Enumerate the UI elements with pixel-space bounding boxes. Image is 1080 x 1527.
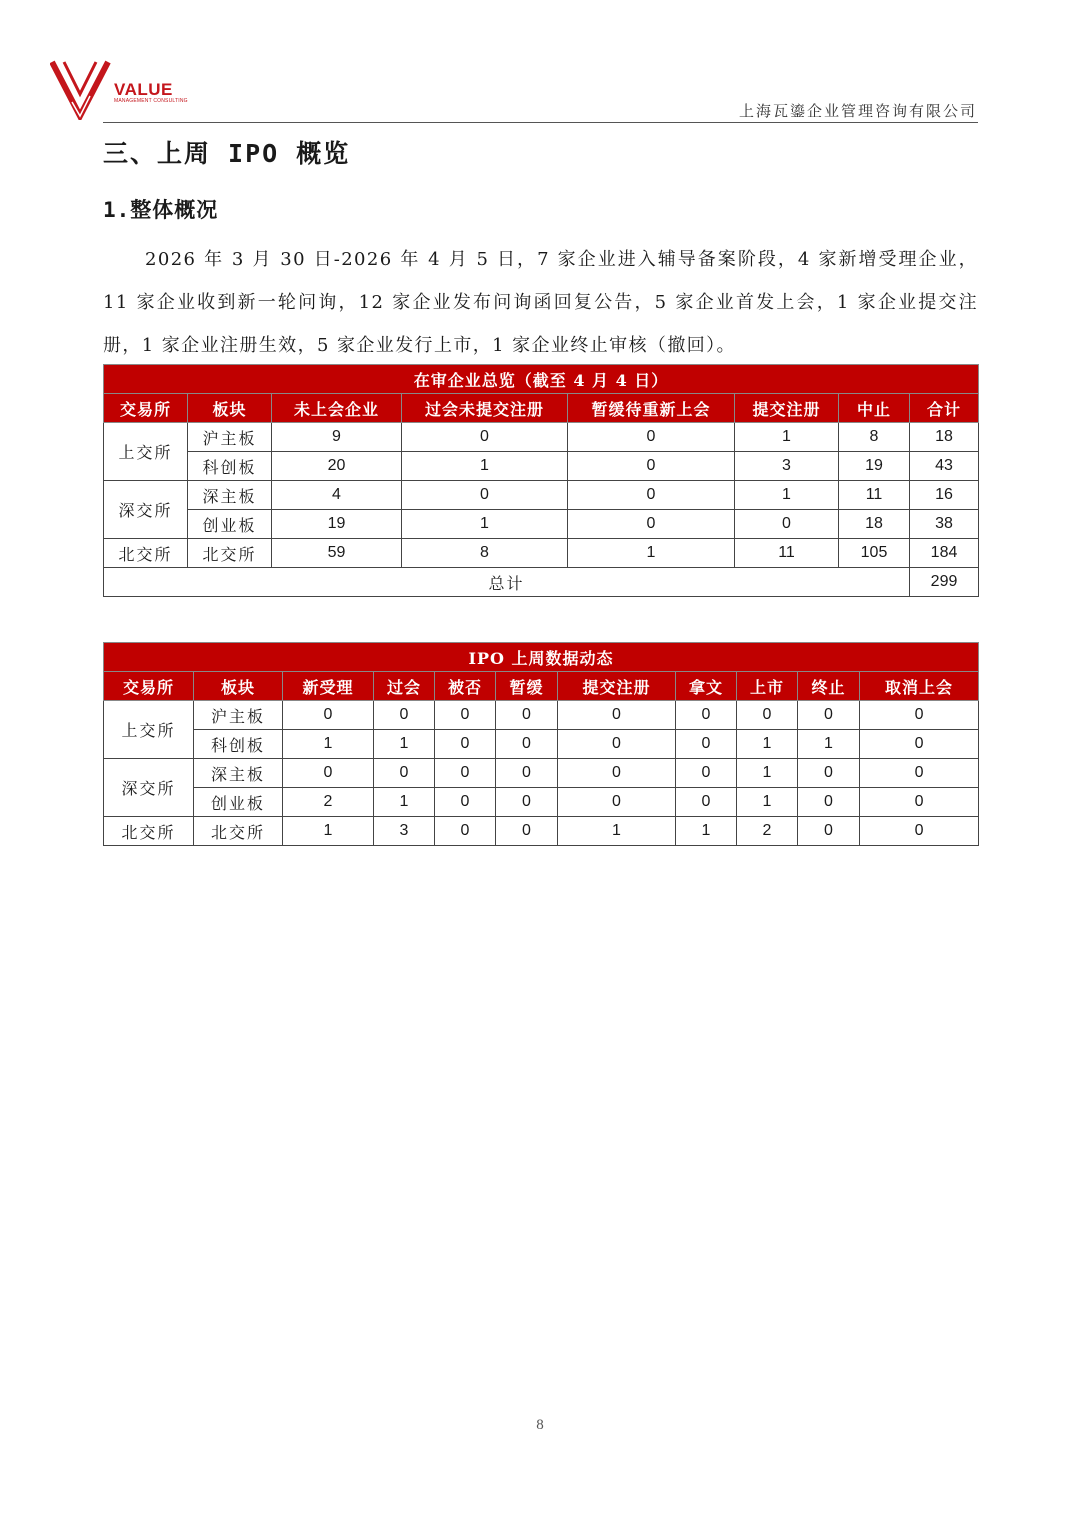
- value-cell: 9: [272, 423, 402, 452]
- column-header: 过会未提交注册: [402, 394, 568, 423]
- value-cell: 8: [402, 539, 568, 568]
- table-header-row: [104, 672, 979, 701]
- value-cell: 0: [402, 481, 568, 510]
- value-cell: 1: [737, 788, 798, 817]
- table-row: [104, 817, 979, 846]
- table-row: [104, 510, 979, 539]
- value-cell: 1: [402, 510, 568, 539]
- board-cell: 沪主板: [188, 423, 272, 452]
- value-cell: 0: [435, 817, 496, 846]
- column-header: 上市: [737, 672, 798, 701]
- column-header: 暂缓: [496, 672, 558, 701]
- value-cell: 0: [860, 730, 979, 759]
- table-title: IPO 上周数据动态: [104, 643, 979, 672]
- column-header: 提交注册: [558, 672, 676, 701]
- value-cell: 0: [374, 701, 435, 730]
- value-cell: 11: [839, 481, 910, 510]
- value-cell: 1: [735, 481, 839, 510]
- section-title: 三、上周 IPO 概览: [103, 139, 351, 168]
- column-header: 提交注册: [735, 394, 839, 423]
- column-header: 交易所: [104, 672, 194, 701]
- value-cell: 0: [283, 701, 374, 730]
- value-cell: 2: [737, 817, 798, 846]
- table-title-row: [104, 643, 979, 672]
- weekly-ipo-dynamics-table: [103, 642, 979, 846]
- board-cell: 深主板: [194, 759, 283, 788]
- value-cell: 1: [402, 452, 568, 481]
- value-cell: 1: [558, 817, 676, 846]
- value-cell: 1: [283, 817, 374, 846]
- value-cell: 0: [676, 759, 737, 788]
- value-cell: 0: [435, 701, 496, 730]
- value-cell: 0: [798, 759, 860, 788]
- board-cell: 沪主板: [194, 701, 283, 730]
- exchange-cell: 深交所: [104, 759, 194, 817]
- value-cell: 20: [272, 452, 402, 481]
- board-cell: 创业板: [188, 510, 272, 539]
- value-cell: 0: [558, 701, 676, 730]
- header-divider: [103, 122, 978, 123]
- value-cell: 0: [798, 817, 860, 846]
- value-cell: 0: [737, 701, 798, 730]
- value-cell: 18: [910, 423, 979, 452]
- value-cell: 0: [496, 730, 558, 759]
- logo-wordmark: VALUE: [114, 80, 173, 99]
- value-cell: 59: [272, 539, 402, 568]
- table-title: 在审企业总览（截至 4 月 4 日）: [104, 365, 979, 394]
- table-row: [104, 759, 979, 788]
- column-header: 中止: [839, 394, 910, 423]
- board-cell: 科创板: [188, 452, 272, 481]
- value-cell: 0: [558, 730, 676, 759]
- column-header: 被否: [435, 672, 496, 701]
- logo-v-icon: [50, 58, 114, 120]
- table-row: [104, 730, 979, 759]
- value-cell: 0: [558, 788, 676, 817]
- table-row: [104, 701, 979, 730]
- table-row: [104, 481, 979, 510]
- column-header: 拿文: [676, 672, 737, 701]
- value-cell: 0: [496, 701, 558, 730]
- value-cell: 0: [676, 701, 737, 730]
- value-cell: 0: [402, 423, 568, 452]
- total-label: 总计: [104, 568, 910, 597]
- value-cell: 0: [496, 759, 558, 788]
- value-cell: 16: [910, 481, 979, 510]
- value-cell: 43: [910, 452, 979, 481]
- value-cell: 1: [676, 817, 737, 846]
- value-cell: 19: [272, 510, 402, 539]
- value-cell: 0: [735, 510, 839, 539]
- value-cell: 0: [860, 759, 979, 788]
- value-cell: 0: [435, 788, 496, 817]
- company-name: 上海瓦鎏企业管理咨询有限公司: [738, 102, 977, 120]
- logo-tagline: MANAGEMENT CONSULTING: [114, 98, 188, 104]
- value-cell: 19: [839, 452, 910, 481]
- value-cell: 0: [568, 510, 735, 539]
- value-cell: 1: [798, 730, 860, 759]
- table-title-row: [104, 365, 979, 394]
- value-cell: 0: [568, 452, 735, 481]
- value-cell: 0: [496, 817, 558, 846]
- value-cell: 105: [839, 539, 910, 568]
- value-cell: 0: [860, 701, 979, 730]
- value-cell: 0: [860, 788, 979, 817]
- value-cell: 4: [272, 481, 402, 510]
- value-cell: 8: [839, 423, 910, 452]
- board-cell: 深主板: [188, 481, 272, 510]
- exchange-cell: 深交所: [104, 481, 188, 539]
- value-cell: 18: [839, 510, 910, 539]
- total-value: 299: [910, 568, 979, 597]
- column-header: 合计: [910, 394, 979, 423]
- column-header: 交易所: [104, 394, 188, 423]
- column-header: 暂缓待重新上会: [568, 394, 735, 423]
- table-row: [104, 423, 979, 452]
- board-cell: 科创板: [194, 730, 283, 759]
- column-header: 过会: [374, 672, 435, 701]
- value-cell: 1: [374, 788, 435, 817]
- value-cell: 11: [735, 539, 839, 568]
- total-row: [104, 568, 979, 597]
- board-cell: 北交所: [188, 539, 272, 568]
- value-cell: 1: [737, 759, 798, 788]
- column-header: 新受理: [283, 672, 374, 701]
- value-cell: 0: [558, 759, 676, 788]
- board-cell: 北交所: [194, 817, 283, 846]
- exchange-cell: 北交所: [104, 539, 188, 568]
- column-header: 取消上会: [860, 672, 979, 701]
- value-cell: 0: [496, 788, 558, 817]
- value-cell: 1: [737, 730, 798, 759]
- value-cell: 1: [374, 730, 435, 759]
- column-header: 终止: [798, 672, 860, 701]
- value-cell: 0: [568, 423, 735, 452]
- value-cell: 0: [568, 481, 735, 510]
- exchange-cell: 北交所: [104, 817, 194, 846]
- table-row: [104, 788, 979, 817]
- company-logo: [50, 58, 190, 120]
- column-header: 板块: [194, 672, 283, 701]
- value-cell: 0: [676, 730, 737, 759]
- value-cell: 1: [283, 730, 374, 759]
- table-header-row: [104, 394, 979, 423]
- table-row: [104, 452, 979, 481]
- exchange-cell: 上交所: [104, 701, 194, 759]
- column-header: 未上会企业: [272, 394, 402, 423]
- value-cell: 0: [435, 759, 496, 788]
- value-cell: 3: [735, 452, 839, 481]
- value-cell: 0: [283, 759, 374, 788]
- in-review-summary-table: [103, 364, 979, 597]
- subsection-title: 1.整体概况: [103, 198, 219, 222]
- page-number: 8: [536, 1417, 544, 1433]
- value-cell: 0: [676, 788, 737, 817]
- value-cell: 0: [798, 788, 860, 817]
- value-cell: 0: [798, 701, 860, 730]
- value-cell: 184: [910, 539, 979, 568]
- value-cell: 2: [283, 788, 374, 817]
- value-cell: 0: [860, 817, 979, 846]
- value-cell: 0: [435, 730, 496, 759]
- exchange-cell: 上交所: [104, 423, 188, 481]
- board-cell: 创业板: [194, 788, 283, 817]
- value-cell: 38: [910, 510, 979, 539]
- value-cell: 3: [374, 817, 435, 846]
- column-header: 板块: [188, 394, 272, 423]
- value-cell: 1: [735, 423, 839, 452]
- value-cell: 1: [568, 539, 735, 568]
- table-row: [104, 539, 979, 568]
- value-cell: 0: [374, 759, 435, 788]
- overview-paragraph: 2026 年 3 月 30 日-2026 年 4 月 5 日，7 家企业进入辅导备案阶段，4 家新增受理企业，11 家企业收到新一轮问询，12 家企业发布问询函回复公告，5 家企业首发上会，1 家企业提交注册，1 家企业注册生效，5 家企业发行上市，1 家企业终止审核（撤回）。: [103, 249, 978, 356]
